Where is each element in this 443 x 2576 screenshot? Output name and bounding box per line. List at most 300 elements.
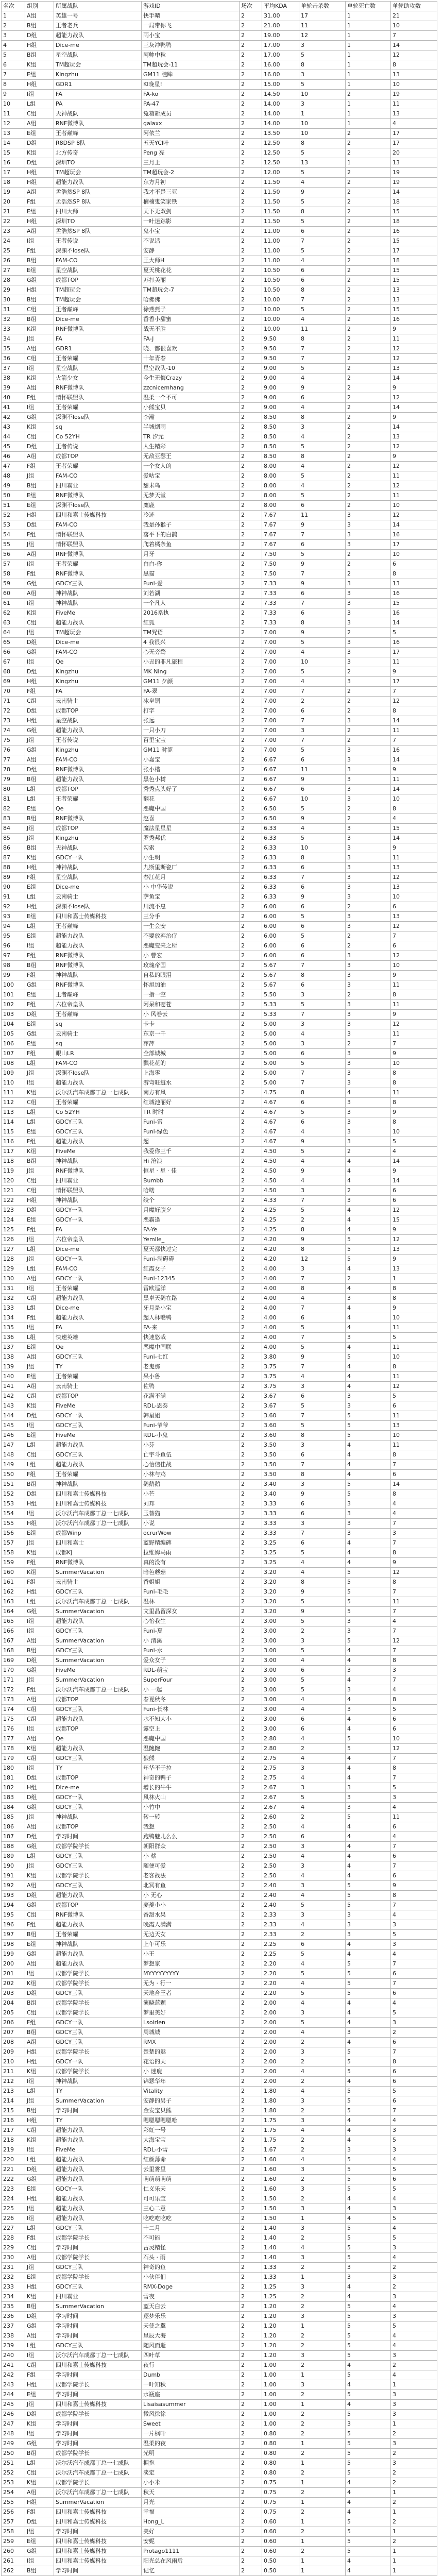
team-cell: 王者荣耀 [54,462,142,471]
assists-cell: 10 [391,550,437,560]
team-cell: FAM-CO [54,471,142,481]
table-row [2,2096,437,2106]
group-cell: A组 [25,1274,54,1284]
group-cell: D组 [25,1773,54,1783]
deaths-cell: 5 [346,2096,391,2106]
kda-cell: 7.00 [262,657,299,667]
games-cell: 2 [240,892,262,902]
player-id-cell: 黑卓天鹅在路 [142,1294,240,1303]
rank-cell: 8 [2,80,25,90]
group-cell: E组 [25,2390,54,2400]
assists-cell: 2 [391,2028,437,2038]
assists-cell: 9 [391,1049,437,1059]
table-row [2,853,437,863]
games-cell: 2 [240,2224,262,2233]
assists-cell: 9 [391,452,437,462]
rank-cell: 216 [2,2116,25,2126]
team-cell: Dice-me [54,1783,142,1793]
rank-cell: 224 [2,2194,25,2204]
player-id-cell: 三心二意 [142,2204,240,2214]
player-id-cell: 年华不于拉 [142,1764,240,1773]
kills-cell: 2 [299,2419,346,2429]
games-cell: 2 [240,41,262,50]
assists-cell: 11 [391,1411,437,1421]
header-row [2,2,437,11]
kills-cell: 1 [299,2566,346,2576]
assists-cell: 5 [391,2233,437,2243]
kda-cell: 3.00 [262,1617,299,1626]
group-cell: F组 [25,197,54,207]
assists-cell: 2 [391,2429,437,2439]
player-id-cell: 亡宇斗鱼伍 [142,1450,240,1460]
games-cell: 2 [240,1871,262,1881]
player-id-cell: 玫瑰帝国 [142,961,240,971]
games-cell: 2 [240,990,262,1000]
rank-cell: 252 [2,2468,25,2478]
rank-cell: 69 [2,677,25,687]
team-cell: 王者荣耀 [54,403,142,413]
team-cell: 成都学院学长 [54,2008,142,2018]
player-id-cell: RMX [142,2038,240,2047]
team-cell: 四川霸业 [54,481,142,491]
deaths-cell: 4 [346,2380,391,2390]
table-row [2,1871,437,1881]
group-cell: L组 [25,2459,54,2468]
player-id-cell: 上海零 [142,1069,240,1078]
group-cell: H组 [25,2194,54,2204]
kills-cell: 9 [299,188,346,197]
group-cell: G组 [25,1842,54,1852]
group-cell: D组 [25,1656,54,1666]
kda-cell: 1.00 [262,2380,299,2390]
group-cell: B组 [25,1646,54,1656]
player-id-cell: 金发宝贝熊 [142,2106,240,2116]
games-cell: 2 [240,941,262,951]
player-id-cell: 全部城城 [142,1049,240,1059]
kda-cell: 2.50 [262,1852,299,1861]
deaths-cell: 5 [346,2175,391,2184]
kda-cell: 9.50 [262,344,299,354]
team-cell: GDCY一队 [54,2018,142,2028]
table-row [2,119,437,129]
assists-cell: 3 [391,2351,437,2361]
rank-cell: 147 [2,1440,25,1450]
player-id-cell: 萍萍 [142,1039,240,1049]
kda-cell: 2.00 [262,2038,299,2047]
group-cell: B组 [25,295,54,305]
player-id-cell: 牙月是小宝 [142,1303,240,1313]
group-cell: A组 [25,550,54,560]
player-id-cell: 鹅鹅鹅 [142,1480,240,1489]
kills-cell: 3 [299,2282,346,2292]
games-cell: 2 [240,2028,262,2038]
group-cell: A组 [25,1695,54,1705]
table-row [2,1901,437,1910]
table-row [2,863,437,873]
player-id-cell: Lsoirlen [142,2018,240,2028]
team-cell: 沃尔沃汽车成都丁总一七成队 [54,1519,142,1529]
group-cell: E组 [25,491,54,501]
rank-cell: 43 [2,422,25,432]
team-cell: 四川和嘉士传媒科技 [54,1499,142,1509]
table-row [2,657,437,667]
group-cell: D组 [25,1489,54,1499]
deaths-cell: 4 [346,1225,391,1235]
rank-cell: 192 [2,1881,25,1891]
player-id-cell: 我才不是三亚 [142,188,240,197]
kills-cell: 7 [299,1069,346,1078]
kda-cell: 7.67 [262,530,299,540]
table-row [2,1069,437,1078]
kills-cell: 5 [299,1343,346,1352]
player-id-cell: 小芬 [142,1440,240,1450]
assists-cell: 1 [391,2488,437,2498]
kills-cell: 8 [299,207,346,217]
assists-cell: 4 [391,2331,437,2341]
group-cell: D组 [25,706,54,716]
assists-cell: 5 [391,2214,437,2224]
deaths-cell: 4 [346,1264,391,1274]
player-id-cell: GM11 夕颜 [142,677,240,687]
team-cell: GDCY三队 [54,1450,142,1460]
kills-cell: 7 [299,1362,346,1372]
group-cell: E组 [25,1215,54,1225]
table-row [2,1382,437,1392]
games-cell: 2 [240,2096,262,2106]
assists-cell: 11 [391,1372,437,1382]
games-cell: 2 [240,432,262,442]
group-cell: H组 [25,902,54,912]
group-cell: H组 [25,2047,54,2057]
group-cell: D组 [25,520,54,530]
games-cell: 2 [240,452,262,462]
group-cell: L组 [25,785,54,794]
table-row [2,1812,437,1822]
kills-cell: 6 [299,941,346,951]
table-row [2,109,437,119]
games-cell: 2 [240,1000,262,1010]
kills-cell: 5 [299,1617,346,1626]
kda-cell: 1.20 [262,2312,299,2321]
kills-cell: 6 [299,883,346,892]
deaths-cell: 4 [346,1695,391,1705]
kills-cell: 9 [299,1489,346,1499]
games-cell: 2 [240,188,262,197]
kills-cell: 2 [299,1812,346,1822]
games-cell: 2 [240,2253,262,2263]
kda-cell: 3.60 [262,1431,299,1440]
games-cell: 2 [240,1773,262,1783]
kda-cell: 7.00 [262,697,299,706]
assists-cell: 13 [391,1264,437,1274]
table-row [2,1411,437,1421]
table-row [2,1196,437,1206]
player-id-cell: 狼熊 [142,1754,240,1764]
table-row [2,1039,437,1049]
player-id-cell: 怀旭加油 [142,980,240,990]
deaths-cell: 4 [346,1715,391,1724]
assists-cell: 14 [391,374,437,383]
kills-cell: 9 [299,1166,346,1176]
deaths-cell: 4 [346,2400,391,2410]
kda-cell: 4.50 [262,1166,299,1176]
assists-cell: 9 [391,325,437,334]
player-id-cell: 雪夜 [142,2292,240,2302]
games-cell: 2 [240,119,262,129]
kda-cell: 1.50 [262,2194,299,2204]
table-row [2,1998,437,2008]
kills-cell: 3 [299,1480,346,1489]
assists-cell: 17 [391,246,437,256]
kills-cell: 3 [299,1519,346,1529]
kills-cell: 5 [299,1675,346,1685]
table-row [2,2067,437,2077]
kills-cell: 9 [299,1352,346,1362]
kills-cell: 12 [299,31,346,41]
deaths-cell: 4 [346,2038,391,2047]
games-cell: 2 [240,599,262,608]
games-cell: 2 [240,315,262,325]
assists-cell: 6 [391,1989,437,1998]
kills-cell: 2 [299,2136,346,2145]
table-row [2,2106,437,2116]
team-cell: 学习时间 [54,2390,142,2400]
rank-cell: 25 [2,246,25,256]
team-cell: 四川和嘉士传媒科技 [54,1489,142,1499]
kda-cell: 11.50 [262,207,299,217]
kda-cell: 13.50 [262,129,299,139]
games-cell: 2 [240,1029,262,1039]
rank-cell: 12 [2,119,25,129]
assists-cell: 8 [391,1695,437,1705]
player-id-cell: 菱菱小小 [142,1901,240,1910]
rank-cell: 39 [2,383,25,393]
table-row [2,1186,437,1196]
kda-cell: 4.00 [262,1303,299,1313]
games-cell: 2 [240,2077,262,2087]
group-cell: A组 [25,227,54,236]
table-row [2,706,437,716]
kills-cell: 6 [299,785,346,794]
team-cell: 云南骑士 [54,1578,142,1587]
assists-cell: 12 [391,1636,437,1646]
games-cell: 2 [240,1822,262,1832]
team-cell: GDCY三队 [54,1803,142,1812]
kda-cell: 8.50 [262,413,299,422]
rank-cell: 212 [2,2077,25,2087]
deaths-cell: 5 [346,2057,391,2067]
player-id-cell: 人生精彩 [142,442,240,452]
rank-cell: 117 [2,1147,25,1157]
player-id-cell: 2016系执 [142,608,240,618]
team-cell: 成都TOP [54,1822,142,1832]
team-cell: FAM-CO [54,520,142,530]
deaths-cell: 5 [346,2517,391,2527]
kda-cell: 6.67 [262,794,299,804]
rank-cell: 10 [2,99,25,109]
games-cell: 2 [240,520,262,530]
group-cell: C组 [25,1450,54,1460]
player-id-cell: 红颜薄命 [142,2155,240,2165]
group-cell: H组 [25,2498,54,2507]
kills-cell: 5 [299,2018,346,2028]
team-cell: 火箭少女 [54,374,142,383]
deaths-cell: 3 [346,1910,391,1920]
kills-cell: 7 [299,1303,346,1313]
group-cell: L组 [25,1333,54,1343]
kills-cell: 3 [299,1910,346,1920]
kda-cell: 11.00 [262,256,299,266]
deaths-cell: 4 [346,1656,391,1666]
deaths-cell: 5 [346,1480,391,1489]
kda-cell: 2.75 [262,1773,299,1783]
table-row [2,1529,437,1538]
deaths-cell: 2 [346,706,391,716]
team-cell: SummerVacation [54,1607,142,1617]
deaths-cell: 3 [346,1509,391,1519]
group-cell: K组 [25,374,54,383]
team-cell: 成都TOP [54,824,142,834]
table-row [2,550,437,560]
group-cell: J组 [25,1069,54,1078]
assists-cell: 7 [391,1675,437,1685]
games-cell: 2 [240,1597,262,1607]
group-cell: D组 [25,2165,54,2175]
table-row [2,2556,437,2566]
games-cell: 2 [240,1989,262,1998]
assists-cell: 12 [391,1206,437,1215]
kills-cell: 11 [299,21,346,31]
player-id-cell: 李瀚 [142,413,240,422]
deaths-cell: 3 [346,1029,391,1039]
deaths-cell: 2 [346,1186,391,1196]
games-cell: 2 [240,383,262,393]
kda-cell: 3.00 [262,1646,299,1656]
kda-cell: 3.33 [262,1519,299,1529]
kills-cell: 7 [299,295,346,305]
player-id-cell: 飘花花的 [142,1059,240,1069]
rank-cell: 196 [2,1920,25,1930]
player-id-cell: 雨小宝 [142,31,240,41]
deaths-cell: 2 [346,902,391,912]
kills-cell: 1 [299,2537,346,2547]
assists-cell: 5 [391,1783,437,1793]
kills-cell: 4 [299,1871,346,1881]
group-cell: F组 [25,1470,54,1480]
rank-cell: 34 [2,334,25,344]
group-cell: E组 [25,2537,54,2547]
deaths-cell: 4 [346,1166,391,1176]
kills-cell: 2 [299,697,346,706]
team-cell: SummerVacation [54,2498,142,2507]
assists-cell: 15 [391,824,437,834]
deaths-cell: 4 [346,1157,391,1166]
games-cell: 2 [240,2155,262,2165]
rank-cell: 27 [2,266,25,276]
assists-cell: 9 [391,843,437,853]
table-row [2,2302,437,2312]
rank-cell: 223 [2,2184,25,2194]
deaths-cell: 3 [346,1059,391,1069]
deaths-cell: 3 [346,971,391,980]
table-row [2,1431,437,1440]
deaths-cell: 2 [346,266,391,276]
group-cell: D组 [25,2312,54,2321]
deaths-cell: 5 [346,2439,391,2449]
assists-cell: 12 [391,511,437,520]
player-id-cell: Peng 亮 [142,148,240,158]
kills-cell: 1 [299,2556,346,2566]
kills-cell: 5 [299,834,346,843]
rank-cell: 254 [2,2488,25,2498]
rank-cell: 51 [2,501,25,511]
games-cell: 2 [240,2507,262,2517]
assists-cell: 14 [391,716,437,726]
kills-cell: 9 [299,520,346,530]
kda-cell: 4.00 [262,1294,299,1303]
kills-cell: 1 [299,2400,346,2410]
table-row [2,481,437,491]
games-cell: 2 [240,608,262,618]
assists-cell: 11 [391,1323,437,1333]
kills-cell: 9 [299,1137,346,1147]
assists-cell: 6 [391,941,437,951]
kda-cell: 14.00 [262,109,299,119]
assists-cell: 4 [391,1832,437,1842]
group-cell: D组 [25,1832,54,1842]
rank-cell: 17 [2,168,25,178]
kda-cell: 6.33 [262,883,299,892]
team-cell: 孟浩然SP 8队 [54,197,142,207]
team-cell: GDCY一队 [54,1215,142,1225]
kills-cell: 4 [299,1920,346,1930]
assists-cell: 12 [391,1020,437,1029]
team-cell: 学习时间 [54,1832,142,1842]
kills-cell: 5 [299,1685,346,1695]
kills-cell: 2 [299,2233,346,2243]
team-cell: 四川和嘉士传媒科技 [54,2537,142,2547]
group-cell: E组 [25,1343,54,1352]
deaths-cell: 3 [346,638,391,648]
rank-cell: 111 [2,1088,25,1098]
table-row [2,2126,437,2136]
assists-cell: 8 [391,1098,437,1108]
group-cell: E组 [25,70,54,80]
table-row [2,1157,437,1166]
group-cell: F组 [25,569,54,579]
team-cell: 六位帝皇队 [54,1000,142,1010]
assists-cell: 8 [391,1548,437,1558]
rank-cell: 181 [2,1773,25,1783]
rank-cell: 75 [2,736,25,745]
games-cell: 2 [240,1108,262,1117]
assists-cell: 11 [391,1088,437,1098]
deaths-cell: 2 [346,364,391,374]
rank-cell: 144 [2,1411,25,1421]
games-cell: 2 [240,1450,262,1460]
kills-cell: 2 [299,2361,346,2370]
kills-cell: 3 [299,1783,346,1793]
deaths-cell: 5 [346,2302,391,2312]
kills-cell: 4 [299,677,346,687]
games-cell: 2 [240,1499,262,1509]
table-row [2,1176,437,1186]
kills-cell: 5 [299,931,346,941]
games-cell: 2 [240,883,262,892]
table-row [2,2331,437,2341]
games-cell: 2 [240,677,262,687]
group-cell: K组 [25,1147,54,1157]
